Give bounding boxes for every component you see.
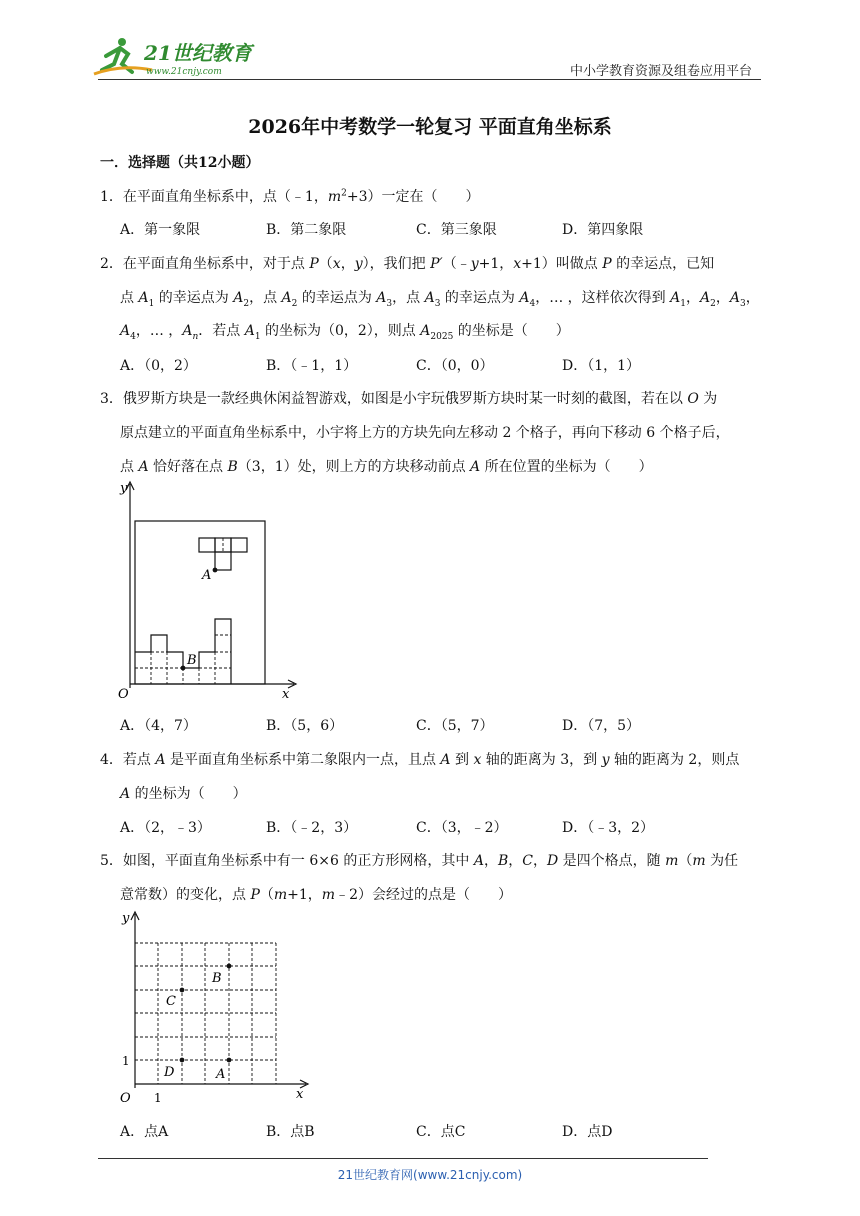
q2-option-c[interactable]: C．（0，0）: [416, 358, 494, 374]
question-4-line-2: A 的坐标为（ ）: [120, 786, 247, 802]
label-one-y: 1: [122, 1054, 130, 1068]
label-a: A: [202, 568, 212, 583]
q5-option-d[interactable]: D．点D: [562, 1124, 613, 1140]
grid-figure: [110, 908, 315, 1112]
label-y: y: [120, 481, 128, 496]
q5-option-c[interactable]: C．点C: [416, 1124, 466, 1140]
point-d: [180, 1058, 185, 1063]
q3-option-a[interactable]: A．（4，7）: [120, 718, 197, 734]
question-1: 1．在平面直角坐标系中，点（﹣1，$m^2+3$）一定在（ ）: [100, 188, 480, 205]
question-2-line-3: $A_4$，… ，$A_n$．若点 $A_1$ 的坐标为（0，2），则点 $A_{2025}$ 的坐标是（ ）: [120, 323, 570, 342]
label-b: B: [212, 971, 222, 986]
page-title: 2026年中考数学一轮复习 平面直角坐标系: [248, 116, 612, 138]
q4-option-d[interactable]: D．（﹣3，2）: [562, 820, 655, 836]
logo-text: 21世纪教育: [144, 41, 252, 65]
q1-option-d[interactable]: D．第四象限: [562, 222, 644, 238]
question-4-line-1: 4．若点 A 是平面直角坐标系中第二象限内一点，且点 A 到 x 轴的距离为 3，到 y 轴的距离为 2，则点: [100, 752, 740, 768]
label-c: C: [166, 994, 176, 1009]
label-one-x: 1: [154, 1091, 162, 1105]
label-b: B: [187, 653, 197, 668]
q3-option-c[interactable]: C．（5，7）: [416, 718, 494, 734]
point-c: [180, 988, 185, 993]
q1-option-b[interactable]: B．第二象限: [266, 222, 347, 238]
label-x: x: [282, 687, 290, 702]
question-2-line-2: 点 $A_1$ 的幸运点为 $A_2$，点 $A_2$ 的幸运点为 $A_3$，点 $A_3$ 的幸运点为 $A_4$，… ，这样依次得到 $A_1$，$A_2$，$A_3$，: [120, 290, 760, 309]
point-b: [227, 964, 232, 969]
header-platform-text: 中小学教育资源及组卷应用平台: [570, 64, 753, 79]
q5-option-a[interactable]: A．点A: [120, 1124, 169, 1140]
q3-option-d[interactable]: D．（7，5）: [562, 718, 641, 734]
q1-option-a[interactable]: A．第一象限: [120, 222, 201, 238]
q3-option-b[interactable]: B．（5，6）: [266, 718, 344, 734]
label-d: D: [164, 1065, 175, 1080]
question-5-line-1: 5．如图，平面直角坐标系中有一 6×6 的正方形网格，其中 A，B，C，D 是四个格点，随 m（m 为任: [100, 853, 739, 869]
q4-option-b[interactable]: B．（﹣2，3）: [266, 820, 358, 836]
logo-url: www.21cnjy.com: [146, 67, 222, 77]
tetris-figure: [110, 478, 300, 706]
label-y: y: [122, 911, 130, 926]
label-o: O: [118, 687, 129, 702]
q4-option-c[interactable]: C．（3，﹣2）: [416, 820, 508, 836]
question-3-line-3: 点 A 恰好落在点 B（3，1）处，则上方的方块移动前点 A 所在位置的坐标为（ ）: [120, 459, 653, 475]
q2-option-b[interactable]: B．（﹣1，1）: [266, 358, 358, 374]
q2-option-d[interactable]: D．（1，1）: [562, 358, 641, 374]
point-b: [181, 666, 186, 671]
point-a: [227, 1058, 232, 1063]
q2-option-a[interactable]: A．（0，2）: [120, 358, 197, 374]
question-3-line-1: 3．俄罗斯方块是一款经典休闲益智游戏，如图是小宇玩俄罗斯方块时某一时刻的截图，若在以 O 为: [100, 391, 718, 407]
site-logo: [92, 34, 262, 80]
footer-divider: [98, 1158, 708, 1159]
label-a: A: [216, 1067, 226, 1082]
label-x: x: [296, 1087, 304, 1102]
section-heading: 一．选择题（共12小题）: [100, 155, 260, 171]
label-o: O: [120, 1091, 131, 1106]
footer-link[interactable]: 21世纪教育网(www.21cnjy.com): [337, 1168, 523, 1182]
q4-option-a[interactable]: A．（2，﹣3）: [120, 820, 211, 836]
header-divider: [98, 79, 761, 80]
question-2-line-1: 2．在平面直角坐标系中，对于点 P（x，y），我们把 P′（﹣y+1，x+1）叫做点 P 的幸运点，已知: [100, 256, 715, 272]
point-a: [213, 568, 218, 573]
game-frame: [135, 521, 265, 684]
question-5-line-2: 意常数）的变化，点 P（m+1，m﹣2）会经过的点是（ ）: [120, 887, 512, 903]
q5-option-b[interactable]: B．点B: [266, 1124, 315, 1140]
question-3-line-2: 原点建立的平面直角坐标系中，小宇将上方的方块先向左移动 2 个格子，再向下移动 6 个格子后，: [120, 425, 730, 441]
q1-option-c[interactable]: C．第三象限: [416, 222, 497, 238]
